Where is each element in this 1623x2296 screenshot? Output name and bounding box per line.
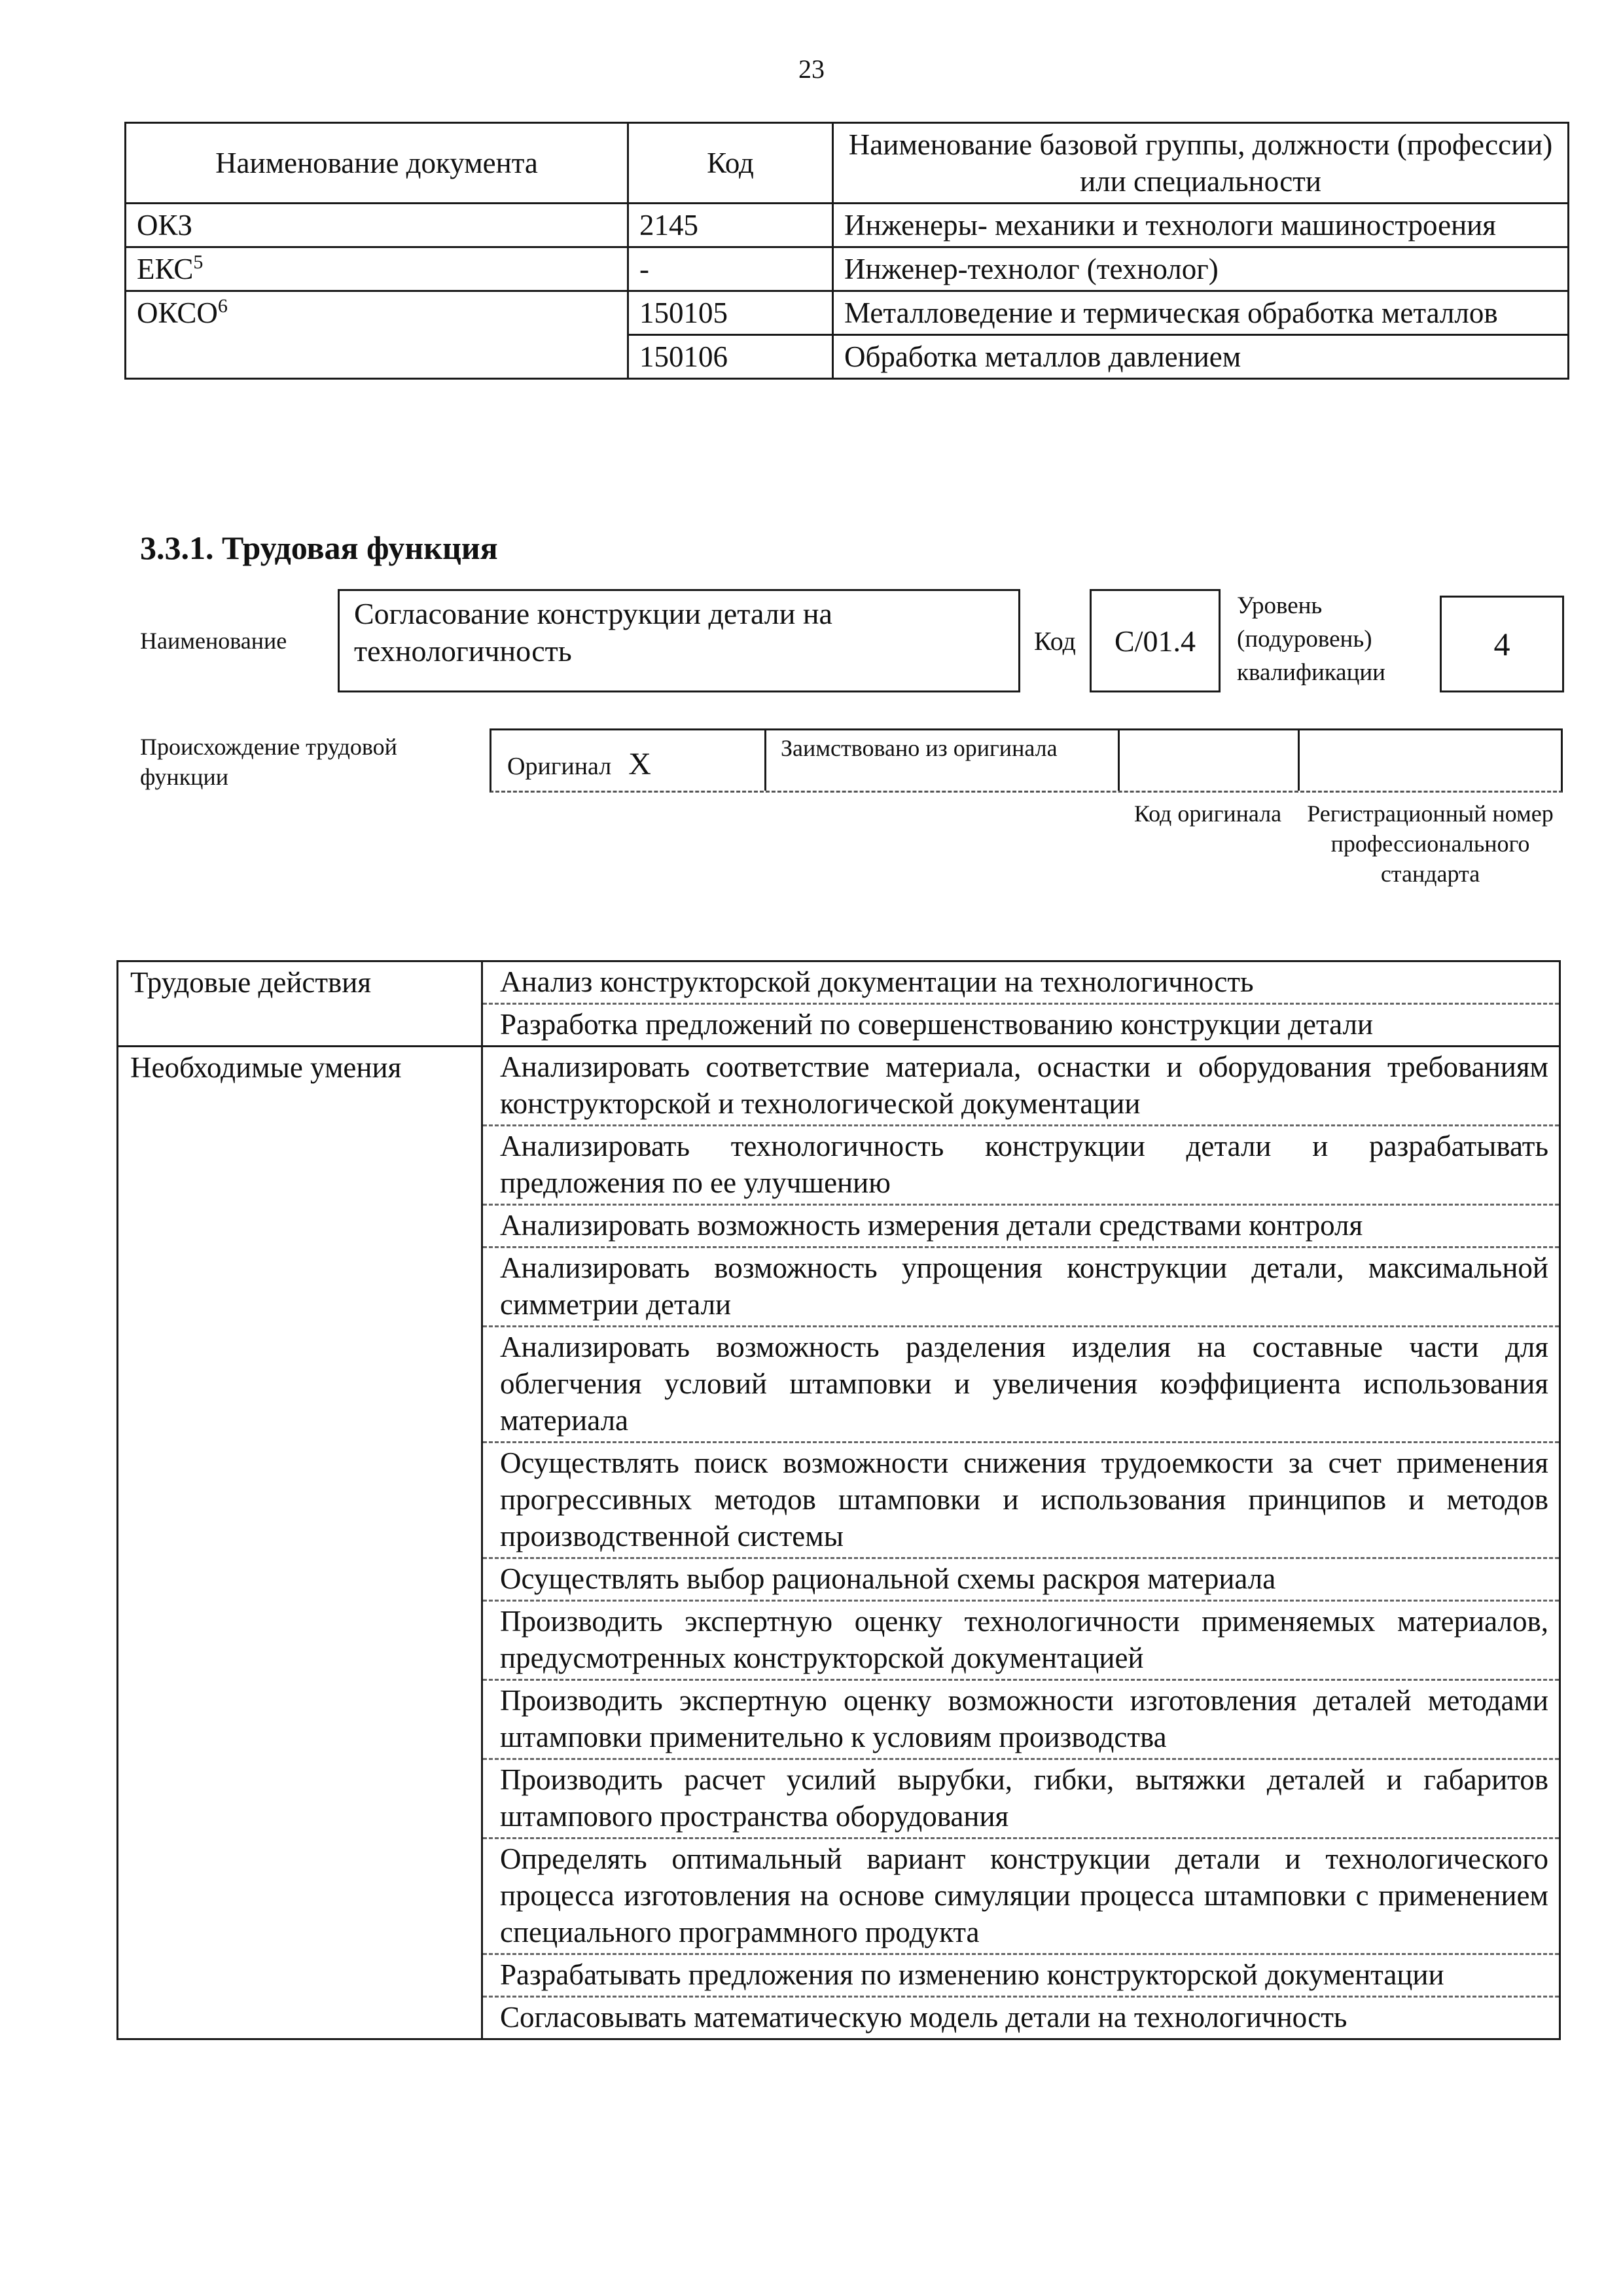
function-code-box: C/01.4 (1090, 589, 1221, 692)
skills-list (482, 1047, 1560, 2039)
actions-row (118, 961, 1560, 1047)
list-item: Производить экспертную оценку технологичности применяемых материалов, предусмотренных конструкторской документацией (483, 1602, 1559, 1681)
doc-cell: ЕКС$^5$ (126, 247, 628, 291)
list-item: Согласовывать математическую модель детали на технологичность (500, 2001, 1347, 2034)
name-cell: Обработка металлов давлением (833, 335, 1569, 379)
code-original-cell (1120, 730, 1300, 791)
name-cell: Инженер-технолог (технолог) (833, 247, 1569, 291)
header-doc-name: Наименование документа (126, 123, 628, 204)
function-name-label: Наименование (140, 628, 287, 654)
doc-cell: ОКЗ (126, 204, 628, 247)
skills-label: Необходимые умения (118, 1047, 482, 2039)
list-item: Анализировать возможность упрощения конструкции детали, максимальной симметрии детали (483, 1248, 1559, 1327)
classification-table (124, 122, 1569, 380)
table-row (126, 291, 1569, 335)
header-group-name: Наименование базовой группы, должности (профессии) или специальности (833, 123, 1569, 204)
function-code-label: Код (1034, 626, 1076, 656)
skills-row (118, 1047, 1560, 2039)
reg-number-caption: Регистрационный номер профессионального стандарта (1307, 800, 1554, 887)
reg-number-cell (1300, 730, 1561, 791)
name-cell: Инженеры- механики и технологи машиностроения (833, 204, 1569, 247)
actions-label: Трудовые действия (118, 961, 482, 1047)
table-header-row (126, 123, 1569, 204)
header-code: Код (628, 123, 833, 204)
list-item: Анализ конструкторской документации на технологичность (483, 962, 1559, 1005)
page-number: 23 (798, 54, 825, 84)
qualification-level-label: Уровень (подуровень) квалификации (1237, 592, 1385, 686)
original-cell (491, 730, 766, 791)
code-cell: 2145 (628, 204, 833, 247)
table-row (126, 247, 1569, 291)
origin-row (490, 728, 1563, 793)
code-cell: 150106 (628, 335, 833, 379)
borrowed-cell: Заимствовано из оригинала (766, 730, 1120, 791)
list-item: Осуществлять выбор рациональной схемы раскроя материала (483, 1559, 1559, 1602)
qualification-level-box: 4 (1440, 596, 1564, 692)
list-item: Производить расчет усилий вырубки, гибки, вытяжки деталей и габаритов штампового пространства оборудования (483, 1760, 1559, 1839)
original-mark: X (628, 747, 651, 781)
section-title: 3.3.1. Трудовая функция (140, 529, 498, 566)
origin-label: Происхождение трудовой функции (140, 734, 397, 790)
code-original-caption: Код оригинала (1133, 800, 1282, 827)
list-item: Анализировать технологичность конструкции детали и разрабатывать предложения по ее улучшению (483, 1126, 1559, 1206)
list-item: Осуществлять поиск возможности снижения трудоемкости за счет применения прогрессивных методов штамповки и использования принципов и методов производственной системы (483, 1443, 1559, 1559)
list-item: Разработка предложений по совершенствованию конструкции детали (500, 1008, 1374, 1041)
original-label: Оригинал (507, 753, 612, 780)
doc-cell: ОКСО$^6$ (126, 291, 628, 379)
list-item: Анализировать возможность разделения изделия на составные части для облегчения условий штамповки и увеличения коэффициента использования материала (483, 1327, 1559, 1443)
list-item: Определять оптимальный вариант конструкции детали и технологического процесса изготовления на основе симуляции процесса штамповки с применением специального программного продукта (483, 1839, 1559, 1955)
code-cell: - (628, 247, 833, 291)
list-item: Анализировать соответствие материала, оснастки и оборудования требованиям конструкторской и технологической документации (483, 1047, 1559, 1126)
function-name-box: Согласование конструкции детали на технологичность (338, 589, 1020, 692)
list-item: Разрабатывать предложения по изменению конструкторской документации (483, 1955, 1559, 1998)
code-cell: 150105 (628, 291, 833, 335)
table-row (126, 204, 1569, 247)
list-item: Производить экспертную оценку возможности изготовления деталей методами штамповки применительно к условиям производства (483, 1681, 1559, 1760)
list-item: Анализировать возможность измерения детали средствами контроля (483, 1206, 1559, 1248)
actions-list (482, 961, 1560, 1047)
name-cell: Металловедение и термическая обработка металлов (833, 291, 1569, 335)
labor-table (116, 960, 1561, 2040)
